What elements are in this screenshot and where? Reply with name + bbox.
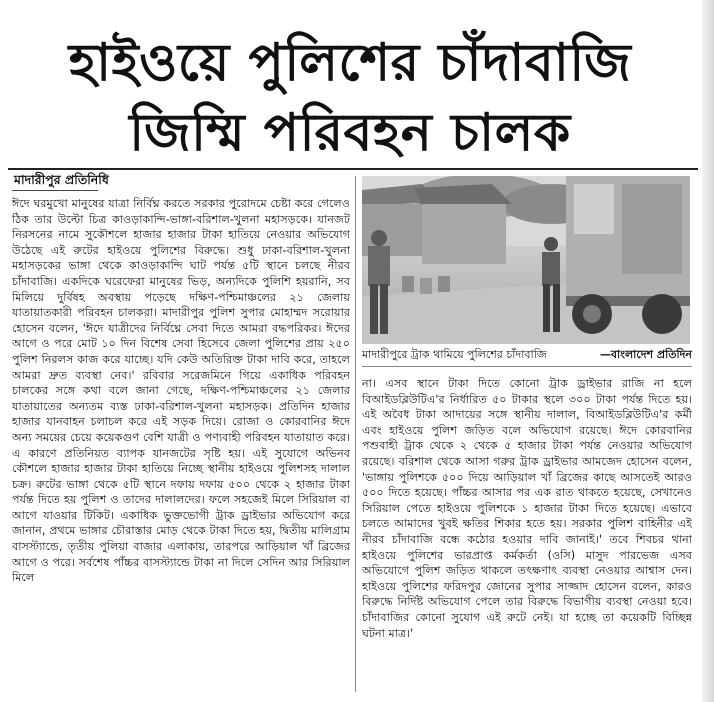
photo-caption-row: [362, 348, 692, 367]
column-divider: [355, 176, 356, 692]
article-column-left: [12, 196, 350, 690]
headline-rule: [8, 168, 698, 170]
article-body-left: ঈদে ঘরমুখো মানুষের যাত্রা নির্বিঘ্ন করতে সরকার পুরোদমে চেষ্টা করে গেলেও ঠিক তার উল্টো চিত্র কাওড়াকান্দি-ভাঙ্গা-বরিশাল-খুলনা মহাসড়কে। যানজট নিরসনের নামে সুকৌশলে হাজার হাজার টাকা হাতিয়ে নেওয়ার অভিযোগ উঠেছে এই রুটের হাইওয়ে পুলিশের বিরুদ্ধে। শুধু ঢাকা-বরিশাল-খুলনা মহাসড়কের ভাঙ্গা থেকে কাওড়াকান্দি ঘাট পর্যন্ত ৫টি স্থানে চলছে নীরব চাঁদাবাজি। একদিকে ঘরেফেরা মানুষের ভিড়, অন্যদিকে পুলিশি হয়রানি, সব মিলিয়ে দুর্বিষহ অবস্থায় পড়েছে দক্ষিণ-পশ্চিমাঞ্চলের ২১ জেলায় যাতায়াতকারী পরিবহন চালকরা। মাদারীপুর পুলিশ সুপার মোহাম্মদ সরোয়ার হোসেন বলেন, 'ঈদে যাত্রীদের নির্বিঘ্নে সেবা দিতে আমরা বদ্ধপরিকর। ঈদের আগে ও পরে মোট ১০ দিন বিশেষ সেবা হিসেবে জেলা পুলিশের প্রায় ২৫০ পুলিশ নিরলস কাজ করে যাচ্ছে। যদি কেউ অতিরিক্ত টাকা দাবি করে, তাহলে আমরা দ্রুত ব্যবস্থা নেব।' রবিবার সরেজমিনে গিয়ে একাধিক পরিবহন চালকের সঙ্গে কথা বলে জানা গেছে, দক্ষিণ-পশ্চিমাঞ্চলের ২১ জেলার যাতায়াতের অন্যতম ব্যস্ত ঢাকা-বরিশাল-খুলনা মহাসড়ক। প্রতিদিন হাজার হাজার যানবাহন চলাচল করে এই সড়ক দিয়ে। রোজা ও কোরবানির ঈদে অন্য সময়ের চেয়ে কয়েকগুণ বেশি যাত্রী ও পণ্যবাহী পরিবহন যাতায়াত করে। এ কারণে প্রতিনিয়ত ব্যাপক যানজটের সৃষ্টি হয়। এই সুযোগে অভিনব কৌশলে হাজার হাজার টাকা হাতিয়ে নিচ্ছে স্থানীয় হাইওয়ে পুলিশসহ দালাল চক্র। রুটের ভাঙ্গা থেকে ৫টি স্থানে দফায় দফায় ৫০০ থেকে ২ হাজার টাকা পর্যন্ত দিতে হয় পুলিশ ও তাদের দালালদের। ফলে সহজেই মিলে সিরিয়াল বা আগে যাওয়ার টিকিট। একাধিক ভুক্তভোগী ট্রাক ড্রাইভার অভিযোগ করে জানান, প্রথমে ভাঙ্গার চৌরাস্তার মোড় থেকে টাকা দিতে হয়, দ্বিতীয় মালিগ্রাম বাসস্ট্যান্ডে, তৃতীয় পুলিয়া বাজার এলাকায়, তারপরে আড়িয়াল খাঁ ব্রিজের আগে ও পরে। সর্বশেষ পাঁচ্চর বাসস্ট্যান্ডে টাকা না দিলে সেদিন আর সিরিয়াল মিলে: [12, 197, 350, 585]
headline-line-2: জিম্মি পরিবহন চালক: [129, 103, 571, 163]
photo-caption: মাদারীপুরে ট্রাক থামিয়ে পুলিশের চাঁদাবাজি: [362, 348, 547, 361]
headline-line-1: হাইওয়ে পুলিশের চাঁদাবাজি: [68, 33, 632, 93]
byline: মাদারীপুর প্রতিনিধি: [14, 172, 109, 187]
article-column-right: [362, 376, 692, 696]
photo-credit: —বাংলাদেশ প্রতিদিন: [599, 348, 692, 361]
article-body-right: না। এসব স্থানে টাকা দিতে কোনো ট্রাক ড্রাইভার রাজি না হলে বিআইডব্লিউটিএ'র নির্ধারিত ৫০ টাকার স্থলে ৩০০ টাকা পর্যন্ত দিতে হয়। এই অবৈধ টাকা আদায়ের সঙ্গে স্থানীয় দালাল, বিআইডব্লিউটিএ'র কর্মী এবং হাইওয়ে পুলিশ জড়িত বলে অভিযোগ রয়েছে। ঈদে কোরবানির পশুবাহী ট্রাক থেকে ২ থেকে ৫ হাজার টাকা পর্যন্ত নেওয়ার অভিযোগ রয়েছে। বরিশাল থেকে আসা গরুর ট্রাক ড্রাইভার আমজেদ হোসেন বলেন, 'ভাঙ্গায় পুলিশকে ৫০০ দিয়ে আড়িয়াল খাঁ ব্রিজের কাছে আসতেই আরও ৫০০ দিতে হয়েছে। পাঁচ্চর আসার পর এক রাত থাকতে হয়েছে, সেখানেও সিরিয়াল পেতে হাইওয়ে পুলিশকে ১ হাজার টাকা দিতে হয়েছে। এভাবে চলতে আমাদের খুবই ক্ষতির শিকার হতে হয়। সরকার পুলিশ বাহিনীর এই নীরব চাঁদাবাজি বন্ধে কঠোর হওয়ার দাবি জানাই।' তবে শিবচর থানা হাইওয়ে পুলিশের ভারপ্রাপ্ত কর্মকর্তা (ওসি) মাসুদ পারভেজ এসব অভিযোগে পুলিশ জড়িত থাকলে তৎক্ষণাৎ ব্যবস্থা নেওয়ার আশ্বাস দেন। হাইওয়ে পুলিশের ফরিদপুর জোনের সুপার সাজ্জাদ হোসেন বলেন, কারও বিরুদ্ধে নির্দিষ্ট অভিযোগ পেলে তার বিরুদ্ধে বিভাগীয় ব্যবস্থা নেওয়া হবে। চাঁদাবাজির কোনো সুযোগ এই রুটে নেই। যা হচ্ছে তা কয়েকটি বিচ্ছিন্ন ঘটনা মাত্র।': [362, 377, 692, 640]
byline-underline: [12, 190, 98, 191]
news-photo: [362, 176, 690, 344]
page-edge: [702, 0, 714, 702]
photo-illustration: [362, 176, 690, 344]
